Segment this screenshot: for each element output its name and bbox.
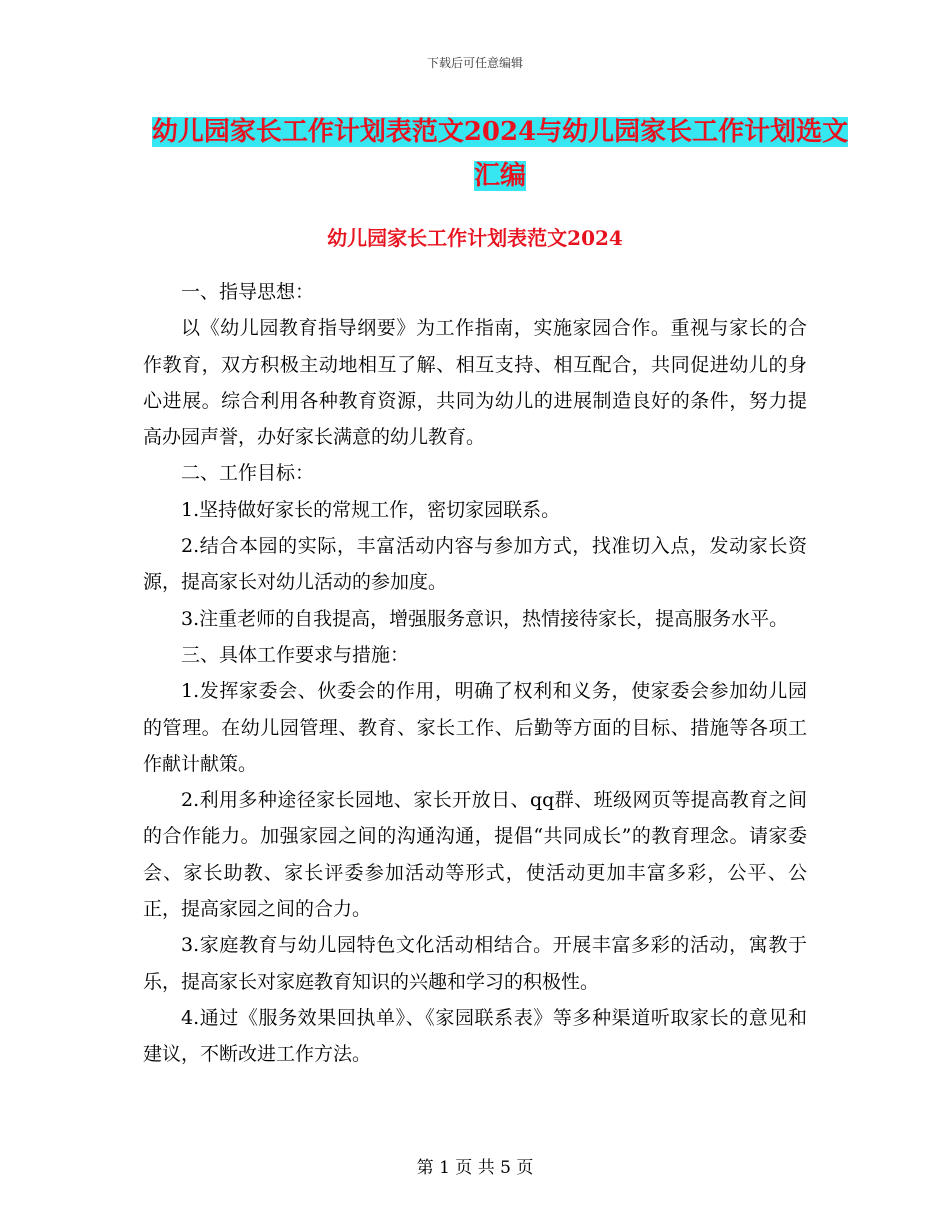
page-footer: 第 1 页 共 5 页 xyxy=(416,1158,534,1178)
paragraph: 1.坚持做好家长的常规工作，密切家园联系。 xyxy=(181,498,561,521)
paragraph: 3.家庭教育与幼儿园特色文化活动相结合。开展丰富多彩的活动，寓教于乐，提高家长对家庭教育知识的兴趣和学习的积极性。 xyxy=(143,934,807,993)
paragraph: 4.通过《服务效果回执单》、《家园联系表》等多种渠道听取家长的意见和建议，不断改进工作方法。 xyxy=(143,1006,807,1066)
document-title-text: 幼儿园家长工作计划表范文2024与幼儿园家长工作计划选文汇编 xyxy=(151,117,849,191)
paragraph: 3.注重老师的自我提高，增强服务意识，热情接待家长，提高服务水平。 xyxy=(181,607,789,630)
section-title: 幼儿园家长工作计划表范文2024 xyxy=(327,226,623,250)
document-body xyxy=(143,274,807,1073)
page-header-note: 下载后可任意编辑 xyxy=(426,56,523,70)
paragraph: 以《幼儿园教育指导纲要》为工作指南，实施家园合作。重视与家长的合作教育，双方积极主动地相互了解、相互支持、相互配合，共同促进幼儿的身心进展。综合利用各种教育资源，共同为幼儿的进展制造良好的条件，努力提高办园声誉，办好家长满意的幼儿教育。 xyxy=(143,317,807,449)
heading-requirements-measures: 三、具体工作要求与措施： xyxy=(181,643,410,666)
paragraph: 2.利用多种途径家长园地、家长开放日、qq群、班级网页等提高教育之间的合作能力。加强家园之间的沟通沟通，提倡“共同成长”的教育理念。请家委会、家长助教、家长评委参加活动等形式，使活动更加丰富多彩，公平、公正，提高家园之间的合力。 xyxy=(143,789,807,921)
paragraph: 1.发挥家委会、伙委会的作用，明确了权利和义务，使家委会参加幼儿园的管理。在幼儿园管理、教育、家长工作、后勤等方面的目标、措施等各项工作献计献策。 xyxy=(143,680,807,775)
document-title xyxy=(150,110,850,198)
heading-work-goals: 二、工作目标： xyxy=(181,462,315,485)
heading-guiding-ideology: 一、指导思想： xyxy=(181,281,315,303)
paragraph: 2.结合本园的实际，丰富活动内容与参加方式，找准切入点，发动家长资源，提高家长对幼儿活动的参加度。 xyxy=(143,535,807,594)
